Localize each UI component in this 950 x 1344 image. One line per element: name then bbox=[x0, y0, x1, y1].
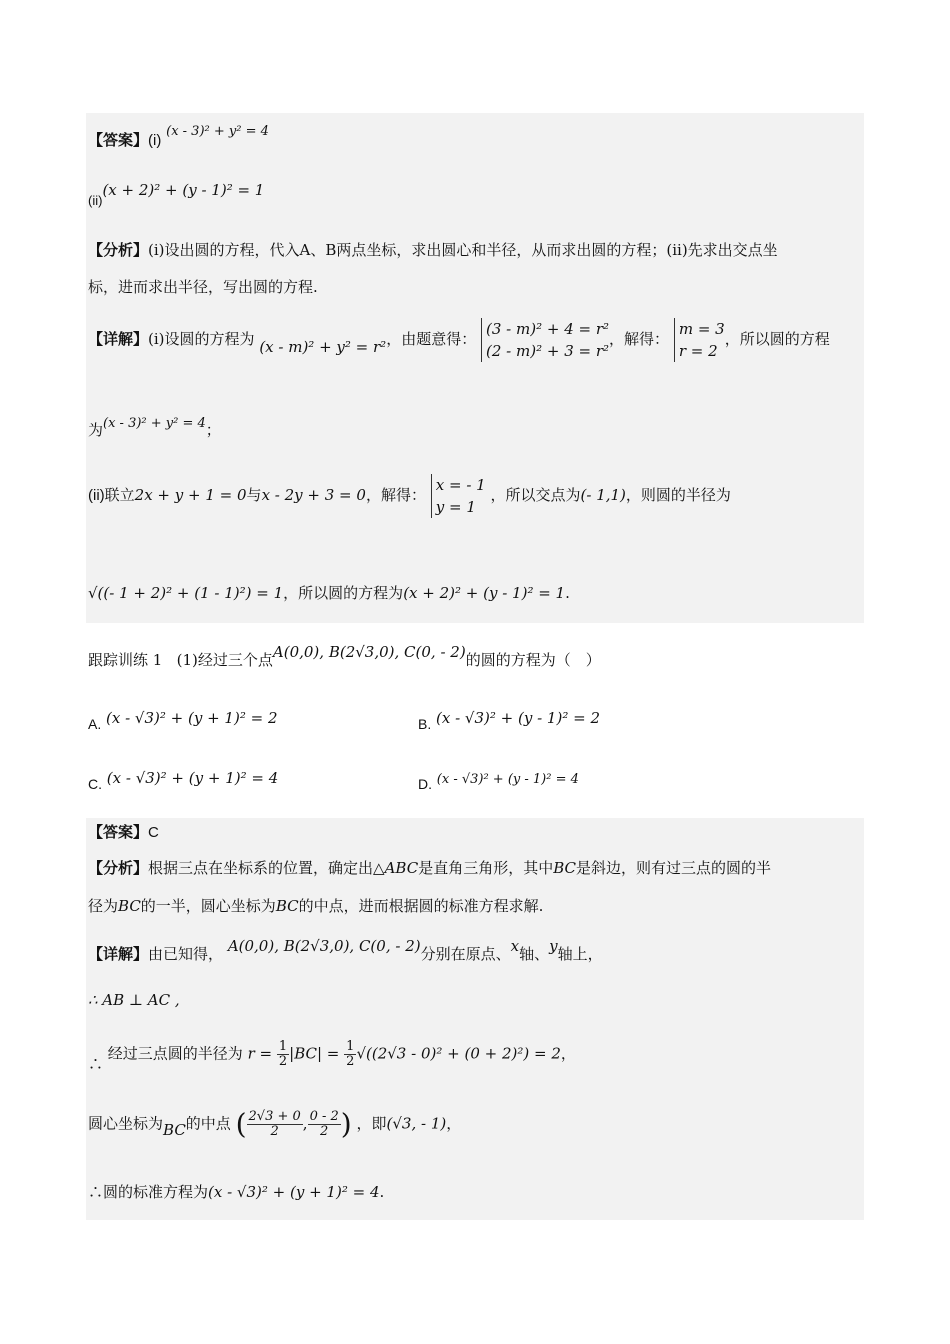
text: ，即 bbox=[356, 1114, 387, 1133]
analysis-text: (i)设出圆的方程，代入A、B两点坐标，求出圆心和半径，从而求出圆的方程；(ii)先求出交点坐 bbox=[148, 241, 778, 259]
therefore-symbol: ∴ bbox=[88, 1054, 104, 1073]
fraction bbox=[277, 1040, 289, 1069]
center-point: (√3, - 1) bbox=[386, 1114, 447, 1133]
analysis-label: 【分析】 bbox=[88, 241, 149, 259]
detail-1-line-3 bbox=[88, 474, 731, 518]
equation: (x + 2)² + (y - 1)² = 1 bbox=[102, 181, 265, 199]
equation: (x - m)² + y² = r² bbox=[259, 338, 387, 356]
option-c[interactable] bbox=[88, 768, 279, 792]
text: ，解得： bbox=[365, 486, 426, 504]
text: 是直角三角形，其中 bbox=[418, 859, 554, 877]
numerator: 1 bbox=[346, 1039, 355, 1054]
denominator: 2 bbox=[320, 1124, 329, 1139]
detail-2-line-4: 圆心坐标为BC的中点 ( $\frac{2√3 + 0}{2}$ , $\frac{0 - 2}{2}$ ) ，即(√3, - 1)， bbox=[88, 1107, 462, 1141]
text: 为 bbox=[88, 421, 104, 439]
triangle: △ABC bbox=[373, 859, 419, 877]
analysis-2-line-1 bbox=[88, 858, 771, 878]
abs-bc: |BC| = bbox=[289, 1044, 345, 1063]
text: ，所以交点为 bbox=[490, 486, 581, 504]
equation: (2 - m)² + 3 = r² bbox=[486, 342, 610, 360]
answer-block-2 bbox=[86, 818, 864, 1220]
segment: BC bbox=[118, 897, 141, 915]
equation: (x - 3)² + y² = 4 bbox=[103, 416, 206, 431]
text: 的中点，进而根据圆的标准方程求解. bbox=[298, 897, 544, 915]
question-label: 跟踪训练 1 bbox=[88, 651, 163, 669]
text: 的圆的方程为（ ） bbox=[465, 651, 601, 669]
equation: (x + 2)² + (y - 1)² = 1 bbox=[403, 584, 566, 602]
text: . bbox=[565, 584, 570, 602]
option-letter: A. bbox=[88, 716, 102, 732]
text: 是斜边，则有过三点的圆的半 bbox=[575, 859, 771, 877]
paren-right: ) bbox=[340, 1107, 352, 1141]
detail-2-line-1 bbox=[88, 937, 603, 964]
fraction bbox=[344, 1040, 356, 1069]
part-tag: (i) bbox=[148, 132, 162, 149]
perpendicular-statement: ∴ AB ⊥ AC , bbox=[88, 991, 180, 1009]
denominator: 2 bbox=[278, 1054, 288, 1069]
text: 轴上， bbox=[557, 945, 603, 963]
text: ； bbox=[205, 421, 221, 439]
text: 经过三点圆的半径为 bbox=[107, 1044, 243, 1063]
answer-1-line-ii bbox=[88, 180, 265, 208]
text: 与 bbox=[246, 486, 262, 504]
numerator: 1 bbox=[278, 1039, 288, 1054]
equation: (3 - m)² + 4 = r² bbox=[486, 320, 610, 338]
fraction bbox=[247, 1110, 303, 1139]
text: 的一半，圆心坐标为 bbox=[140, 897, 276, 915]
text: ，则圆的半径为 bbox=[625, 486, 731, 504]
final-equation: (x - √3)² + (y + 1)² = 4 bbox=[208, 1183, 380, 1201]
axis-x: x bbox=[510, 937, 520, 955]
segment: BC bbox=[163, 1120, 186, 1139]
text: ，所以圆的方程 bbox=[724, 330, 830, 348]
numerator: 2√3 + 0 bbox=[248, 1109, 301, 1124]
axis-y: y bbox=[549, 937, 558, 955]
text: . bbox=[379, 1183, 385, 1201]
text: (ii)联立 bbox=[88, 487, 135, 504]
answer-label: 【答案】 bbox=[88, 823, 149, 841]
option-equation: (x - √3)² + (y + 1)² = 2 bbox=[106, 709, 278, 727]
radius-var: r = bbox=[247, 1044, 277, 1063]
equation: x - 2y + 3 = 0 bbox=[261, 486, 366, 504]
analysis-2-line-2 bbox=[88, 896, 543, 916]
detail-1-line-4 bbox=[88, 583, 570, 603]
detail-2-line-2 bbox=[88, 990, 180, 1010]
text: 圆心坐标为 bbox=[88, 1114, 164, 1133]
equation: (x - 3)² + y² = 4 bbox=[166, 124, 269, 139]
option-a[interactable] bbox=[88, 708, 278, 732]
part-tag: (ii) bbox=[88, 193, 103, 208]
option-equation: (x - √3)² + (y - 1)² = 4 bbox=[436, 772, 579, 787]
option-d[interactable] bbox=[418, 768, 579, 790]
equation-system bbox=[481, 318, 609, 362]
sqrt-expression: √((2√3 - 0)² + (0 + 2)²) = 2 bbox=[356, 1044, 561, 1063]
denominator: 2 bbox=[346, 1054, 355, 1069]
text: 经过三个点 bbox=[197, 651, 273, 669]
denominator: 2 bbox=[270, 1124, 279, 1139]
analysis-text: 标，进而求出半径，写出圆的方程. bbox=[88, 278, 318, 296]
detail-1-line-2 bbox=[88, 416, 221, 442]
paren-left: ( bbox=[235, 1107, 247, 1141]
option-letter: D. bbox=[418, 776, 432, 792]
option-equation: (x - √3)² + (y + 1)² = 4 bbox=[106, 769, 279, 787]
text: 根据三点在坐标系的位置，确定出 bbox=[148, 859, 374, 877]
segment: BC bbox=[553, 859, 576, 877]
detail-2-line-3 bbox=[88, 1039, 576, 1073]
text: ，所以圆的方程为 bbox=[283, 584, 404, 602]
option-letter: B. bbox=[418, 716, 432, 732]
text: ，由题意得： bbox=[386, 330, 477, 348]
numerator: 0 - 2 bbox=[309, 1109, 339, 1124]
option-equation: (x - √3)² + (y - 1)² = 2 bbox=[436, 709, 600, 727]
text: 由已知得， bbox=[148, 945, 224, 963]
analysis-1-line-2 bbox=[88, 277, 318, 297]
question-number: (1) bbox=[176, 651, 198, 669]
analysis-1-line-1 bbox=[88, 240, 778, 260]
text: 的中点 bbox=[185, 1114, 231, 1133]
answer-label: 【答案】 bbox=[88, 131, 149, 149]
intersection-system bbox=[431, 474, 486, 518]
radius-expression: √((- 1 + 2)² + (1 - 1)²) = 1 bbox=[88, 584, 284, 602]
detail-1-line-1 bbox=[88, 318, 830, 362]
text: ∴圆的标准方程为 bbox=[88, 1183, 209, 1201]
text: ， bbox=[560, 1044, 576, 1063]
option-letter: C. bbox=[88, 776, 102, 792]
equation: x = - 1 bbox=[435, 476, 486, 494]
points: A(0,0), B(2√3,0), C(0, - 2) bbox=[272, 643, 466, 661]
answer-2-line bbox=[88, 822, 159, 843]
question-line bbox=[88, 643, 601, 670]
answer-1-line-i bbox=[88, 124, 269, 152]
analysis-label: 【分析】 bbox=[88, 859, 149, 877]
solution-system bbox=[674, 318, 725, 362]
answer-value: C bbox=[148, 824, 159, 841]
segment: BC bbox=[275, 897, 299, 915]
points: A(0,0), B(2√3,0), C(0, - 2) bbox=[227, 937, 421, 955]
equation: y = 1 bbox=[435, 498, 476, 516]
text: 轴、 bbox=[519, 945, 550, 963]
fraction bbox=[308, 1110, 341, 1139]
text: ，解得： bbox=[609, 330, 670, 348]
detail-label: 【详解】 bbox=[88, 945, 149, 963]
text: (i)设圆的方程为 bbox=[148, 330, 255, 348]
detail-label: 【详解】 bbox=[88, 330, 149, 348]
text: 分别在原点、 bbox=[420, 945, 511, 963]
text: ， bbox=[446, 1114, 462, 1133]
equation: 2x + y + 1 = 0 bbox=[134, 486, 247, 504]
equation: r = 2 bbox=[678, 342, 718, 360]
text: 径为 bbox=[88, 897, 119, 915]
equation: m = 3 bbox=[678, 320, 725, 338]
detail-2-line-5 bbox=[88, 1182, 384, 1202]
option-b[interactable] bbox=[418, 708, 600, 732]
point: (- 1,1) bbox=[580, 486, 626, 504]
